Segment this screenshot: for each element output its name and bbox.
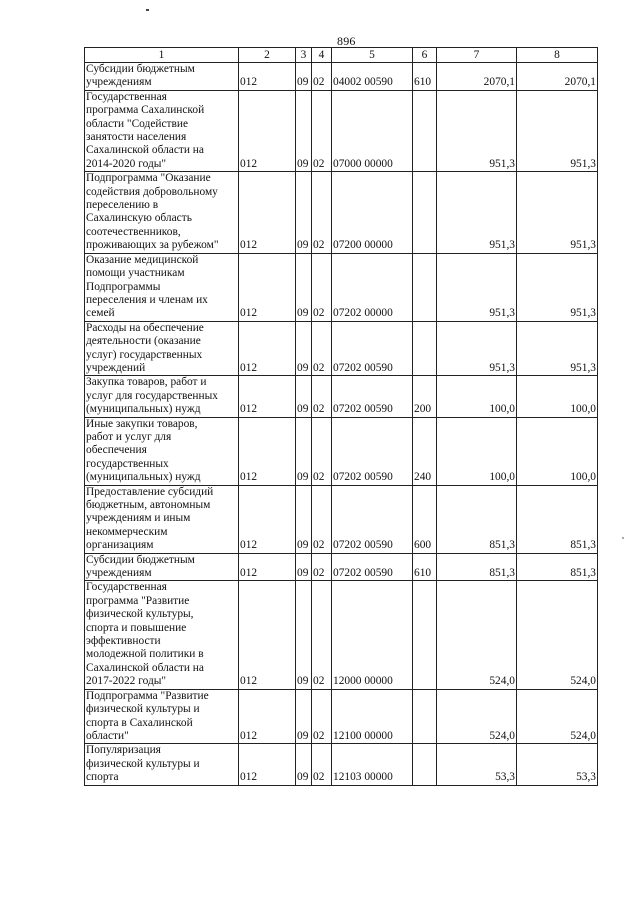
- ministry-code: 012: [239, 689, 296, 744]
- row-name-line: спорта в Сахалинской: [86, 716, 193, 729]
- amount-col7: 524,0: [437, 689, 517, 744]
- row-name-line: переселению в: [86, 199, 159, 212]
- row-name-line: Подпрограмма "Оказание: [86, 172, 211, 185]
- section-code: 09: [296, 63, 312, 91]
- row-name-line: области "Содействие: [86, 117, 189, 130]
- scan-speck: [146, 9, 149, 11]
- row-name-line: Государственная: [86, 90, 167, 103]
- amount-col7: 851,3: [437, 553, 517, 581]
- subsection-code: 02: [312, 321, 332, 376]
- ministry-code: 012: [239, 63, 296, 91]
- table-row: [85, 376, 598, 417]
- row-name-line: области": [86, 729, 129, 742]
- target-article: 12103 00000: [332, 744, 413, 785]
- target-article: 07202 00590: [332, 376, 413, 417]
- section-code: 09: [296, 90, 312, 171]
- expense-type: [413, 689, 437, 744]
- section-code: 09: [296, 321, 312, 376]
- amount-col7: 524,0: [437, 581, 517, 689]
- row-name-line: учреждениям и иным: [86, 512, 191, 525]
- row-name-line: помощи участникам: [86, 267, 185, 280]
- row-name-line: соотечественников,: [86, 225, 181, 238]
- expense-type: [413, 321, 437, 376]
- amount-col8: 53,3: [517, 744, 598, 785]
- row-name-line: 2014-2020 годы": [86, 157, 167, 170]
- amount-col7: 53,3: [437, 744, 517, 785]
- scan-speck: [622, 537, 624, 539]
- row-name: [85, 253, 239, 321]
- column-header: 5: [332, 48, 413, 63]
- target-article: 12100 00000: [332, 689, 413, 744]
- row-name-line: организациям: [86, 539, 154, 552]
- ministry-code: 012: [239, 172, 296, 253]
- ministry-code: 012: [239, 321, 296, 376]
- row-name: [85, 553, 239, 581]
- column-header: 4: [312, 48, 332, 63]
- ministry-code: 012: [239, 90, 296, 171]
- amount-col7: 951,3: [437, 172, 517, 253]
- target-article: 07202 00590: [332, 553, 413, 581]
- row-name-line: (муниципальных) нужд: [86, 471, 201, 484]
- table-row: [85, 90, 598, 171]
- expense-type: [413, 172, 437, 253]
- target-article: 07202 00590: [332, 485, 413, 553]
- section-code: 09: [296, 689, 312, 744]
- expense-type: 200: [413, 376, 437, 417]
- table-row: [85, 485, 598, 553]
- amount-col8: 951,3: [517, 253, 598, 321]
- table-row: [85, 689, 598, 744]
- row-name-line: молодежной политики в: [86, 648, 204, 661]
- row-name-line: Расходы на обеспечение: [86, 321, 204, 334]
- target-article: 07202 00000: [332, 253, 413, 321]
- row-name-line: физической культуры,: [86, 608, 194, 621]
- expense-type: [413, 253, 437, 321]
- amount-col7: 951,3: [437, 321, 517, 376]
- row-name-line: Иные закупки товаров,: [86, 417, 198, 430]
- ministry-code: 012: [239, 417, 296, 485]
- amount-col7: 100,0: [437, 417, 517, 485]
- amount-col8: 2070,1: [517, 63, 598, 91]
- row-name-line: проживающих за рубежом": [86, 239, 219, 252]
- amount-col7: 951,3: [437, 253, 517, 321]
- table-row: [85, 321, 598, 376]
- row-name-line: 2017-2022 годы": [86, 675, 167, 688]
- row-name-line: Сахалинской области на: [86, 144, 204, 157]
- amount-col7: 100,0: [437, 376, 517, 417]
- subsection-code: 02: [312, 553, 332, 581]
- row-name-line: деятельности (оказание: [86, 335, 201, 348]
- subsection-code: 02: [312, 63, 332, 91]
- ministry-code: 012: [239, 253, 296, 321]
- table-row: [85, 253, 598, 321]
- section-code: 09: [296, 553, 312, 581]
- section-code: 09: [296, 253, 312, 321]
- table-row: [85, 744, 598, 785]
- amount-col8: 524,0: [517, 581, 598, 689]
- expense-type: 610: [413, 63, 437, 91]
- table-row: [85, 581, 598, 689]
- row-name-line: учреждений: [86, 361, 146, 374]
- amount-col8: 851,3: [517, 553, 598, 581]
- row-name-line: работ и услуг для: [86, 430, 172, 443]
- row-name-line: переселения и членам их: [86, 293, 208, 306]
- subsection-code: 02: [312, 485, 332, 553]
- amount-col8: 851,3: [517, 485, 598, 553]
- row-name-line: услуг для государственных: [86, 389, 218, 402]
- expense-type: 600: [413, 485, 437, 553]
- row-name-line: (муниципальных) нужд: [86, 403, 201, 416]
- row-name-line: Оказание медицинской: [86, 253, 199, 266]
- column-header: 2: [239, 48, 296, 63]
- row-name: [85, 321, 239, 376]
- column-header: 3: [296, 48, 312, 63]
- row-name-line: бюджетным, автономным: [86, 499, 211, 511]
- row-name-line: учреждениям: [86, 567, 152, 580]
- row-name: [85, 90, 239, 171]
- table-row: [85, 172, 598, 253]
- row-name-line: некоммерческим: [86, 525, 168, 538]
- target-article: 04002 00590: [332, 63, 413, 91]
- amount-col8: 100,0: [517, 376, 598, 417]
- target-article: 12000 00000: [332, 581, 413, 689]
- section-code: 09: [296, 376, 312, 417]
- subsection-code: 02: [312, 744, 332, 785]
- section-code: 09: [296, 417, 312, 485]
- row-name-line: Государственная: [86, 581, 167, 594]
- row-name: [85, 485, 239, 553]
- row-name-line: спорта и повышение: [86, 621, 187, 634]
- column-header: 8: [517, 48, 598, 63]
- subsection-code: 02: [312, 90, 332, 171]
- ministry-code: 012: [239, 581, 296, 689]
- row-name: [85, 376, 239, 417]
- amount-col8: 100,0: [517, 417, 598, 485]
- expense-type: [413, 581, 437, 689]
- row-name-line: учреждениям: [86, 76, 152, 89]
- subsection-code: 02: [312, 689, 332, 744]
- row-name-line: услуг) государственных: [86, 348, 203, 361]
- row-name: [85, 689, 239, 744]
- expense-type: 610: [413, 553, 437, 581]
- row-name: [85, 581, 239, 689]
- row-name-line: Предоставление субсидий: [86, 485, 214, 498]
- header-row: [85, 48, 598, 63]
- ministry-code: 012: [239, 744, 296, 785]
- subsection-code: 02: [312, 376, 332, 417]
- row-name-line: Субсидии бюджетным: [86, 553, 195, 566]
- section-code: 09: [296, 581, 312, 689]
- ministry-code: 012: [239, 485, 296, 553]
- budget-table: [84, 47, 598, 786]
- ministry-code: 012: [239, 553, 296, 581]
- subsection-code: 02: [312, 172, 332, 253]
- row-name-line: Подпрограммы: [86, 280, 161, 293]
- section-code: 09: [296, 172, 312, 253]
- table-row: [85, 417, 598, 485]
- column-header: 7: [437, 48, 517, 63]
- amount-col8: 524,0: [517, 689, 598, 744]
- section-code: 09: [296, 744, 312, 785]
- row-name: [85, 172, 239, 253]
- target-article: 07202 00590: [332, 417, 413, 485]
- row-name-line: спорта: [86, 771, 119, 784]
- subsection-code: 02: [312, 417, 332, 485]
- page-number: 896: [337, 34, 356, 48]
- amount-col8: 951,3: [517, 321, 598, 376]
- expense-type: [413, 90, 437, 171]
- row-name-line: программа Сахалинской: [86, 104, 205, 117]
- amount-col7: 951,3: [437, 90, 517, 171]
- column-header: 6: [413, 48, 437, 63]
- row-name: [85, 417, 239, 485]
- row-name-line: содействия добровольному: [86, 185, 218, 198]
- row-name-line: эффективности: [86, 635, 161, 648]
- table-row: [85, 63, 598, 91]
- column-header: 1: [85, 48, 239, 63]
- ministry-code: 012: [239, 376, 296, 417]
- target-article: 07000 00000: [332, 90, 413, 171]
- subsection-code: 02: [312, 581, 332, 689]
- row-name: [85, 63, 239, 91]
- table-row: [85, 553, 598, 581]
- row-name-line: Популяризация: [86, 744, 161, 757]
- row-name: [85, 744, 239, 785]
- amount-col8: 951,3: [517, 172, 598, 253]
- row-name-line: занятости населения: [86, 131, 187, 144]
- amount-col8: 951,3: [517, 90, 598, 171]
- expense-type: 240: [413, 417, 437, 485]
- row-name-line: программа "Развитие: [86, 594, 190, 607]
- target-article: 07202 00590: [332, 321, 413, 376]
- amount-col7: 851,3: [437, 485, 517, 553]
- subsection-code: 02: [312, 253, 332, 321]
- row-name-line: Закупка товаров, работ и: [86, 376, 207, 389]
- section-code: 09: [296, 485, 312, 553]
- row-name-line: Подпрограмма "Развитие: [86, 689, 209, 702]
- row-name-line: государственных: [86, 457, 169, 470]
- expense-type: [413, 744, 437, 785]
- row-name-line: физической культуры и: [86, 757, 200, 770]
- row-name-line: семей: [86, 307, 115, 320]
- row-name-line: Сахалинской области на: [86, 661, 204, 674]
- row-name-line: Субсидии бюджетным: [86, 63, 195, 75]
- row-name-line: обеспечения: [86, 444, 147, 457]
- row-name-line: Сахалинскую область: [86, 212, 192, 225]
- amount-col7: 2070,1: [437, 63, 517, 91]
- target-article: 07200 00000: [332, 172, 413, 253]
- row-name-line: физической культуры и: [86, 703, 200, 716]
